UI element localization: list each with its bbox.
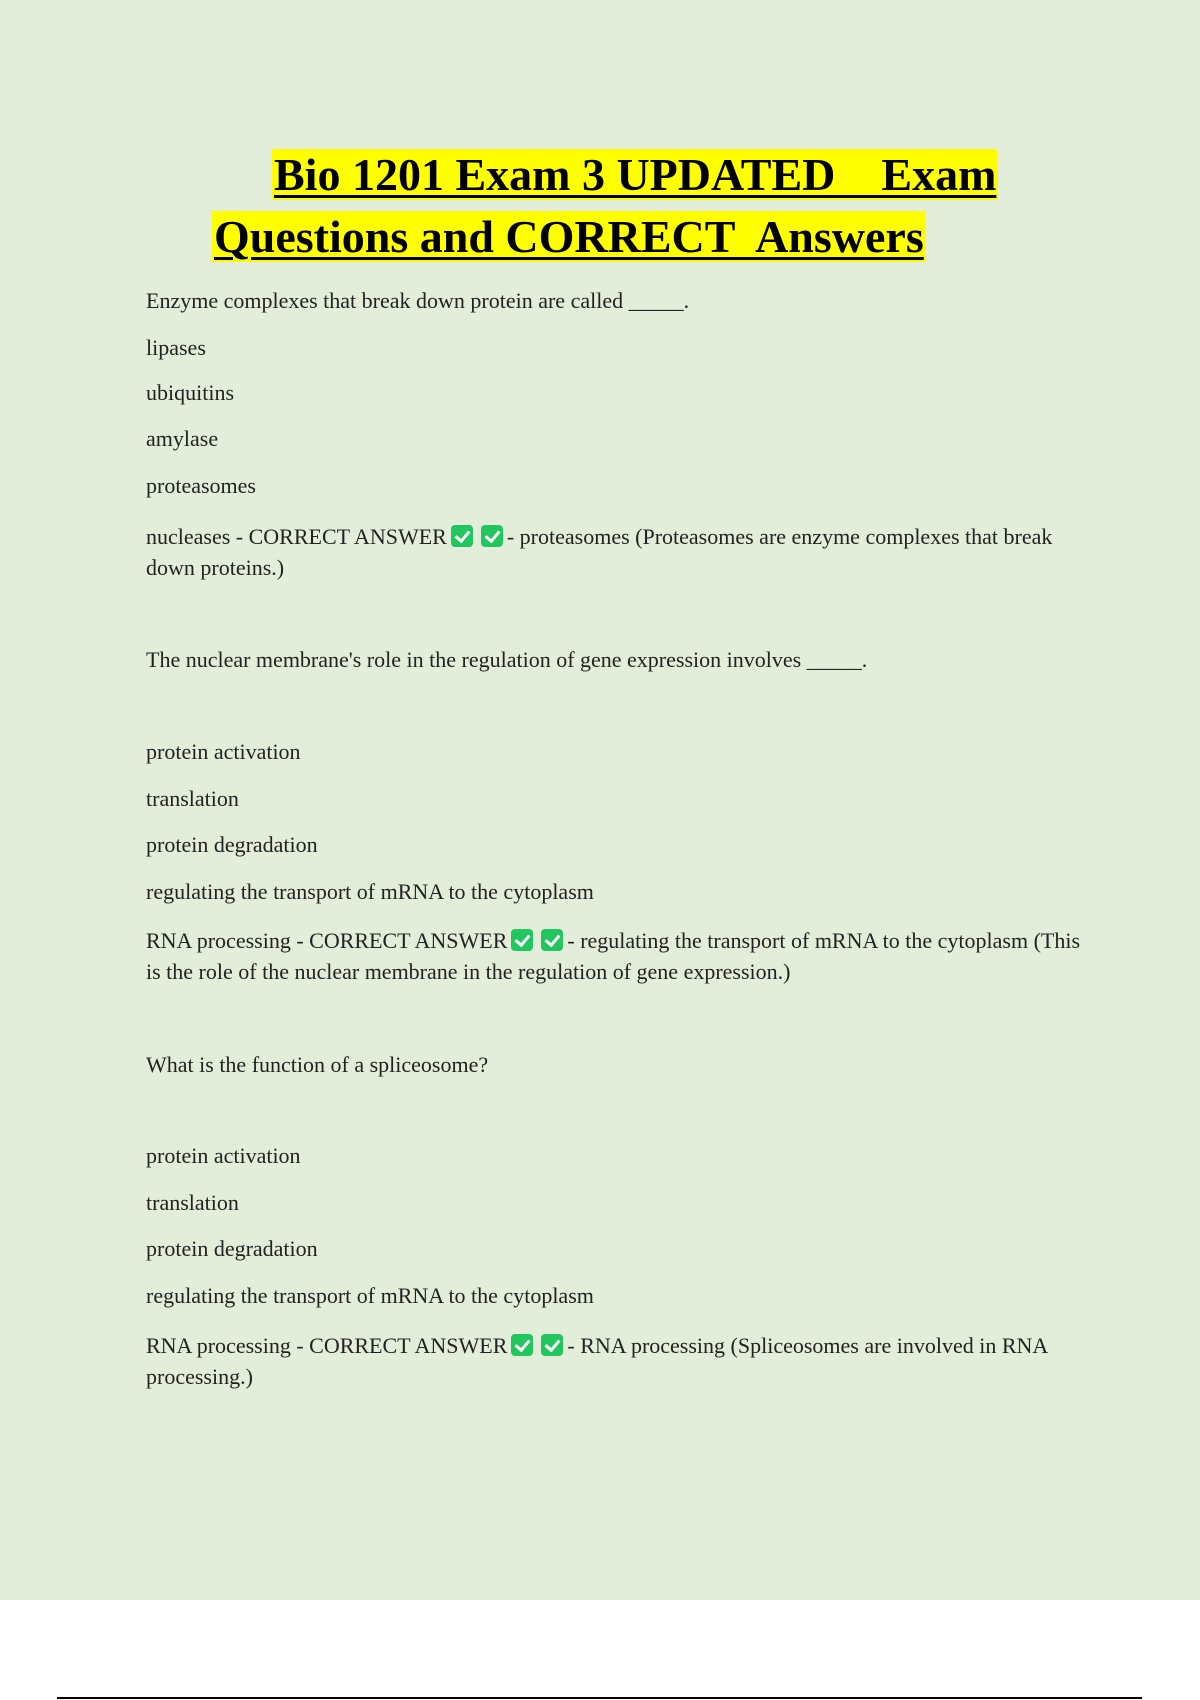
title-line-2: Questions and CORRECT Answers	[214, 211, 924, 262]
question-1-text: Enzyme complexes that break down protein are called _____.	[146, 288, 690, 313]
question-1-option-2: ubiquitins	[146, 380, 235, 405]
question-3-option-2: translation	[146, 1190, 239, 1215]
check-box-icon	[451, 525, 473, 547]
check-box-icon	[511, 1334, 533, 1356]
footer-divider	[57, 1697, 1142, 1699]
check-box-icon	[541, 1334, 563, 1356]
question-3-option-1: protein activation	[146, 1143, 301, 1168]
question-3-option-3: protein degradation	[146, 1236, 318, 1261]
answer-1-text: - proteasomes (Proteasomes are enzyme complexes that break down proteins.)	[146, 524, 1053, 580]
title-line-1: Bio 1201 Exam 3 UPDATED Exam	[274, 149, 997, 200]
answer-1-prefix: nucleases - CORRECT ANSWER	[146, 524, 447, 549]
check-box-icon	[541, 929, 563, 951]
answer-3-prefix: RNA processing - CORRECT ANSWER	[146, 1333, 508, 1358]
question-3-text: What is the function of a spliceosome?	[146, 1052, 489, 1077]
question-1-answer	[146, 521, 1096, 583]
question-2-option-4: regulating the transport of mRNA to the cytoplasm	[146, 879, 594, 904]
question-2-option-1: protein activation	[146, 739, 301, 764]
answer-3-text: - RNA processing (Spliceosomes are involved in RNA processing.)	[146, 1333, 1048, 1389]
question-2-answer	[146, 925, 1096, 987]
question-1-option-3: amylase	[146, 426, 219, 451]
answer-2-prefix: RNA processing - CORRECT ANSWER	[146, 928, 508, 953]
check-box-icon	[511, 929, 533, 951]
check-box-icon	[481, 525, 503, 547]
question-3-answer	[146, 1330, 1096, 1392]
answer-2-text: - regulating the transport of mRNA to the cytoplasm (This is the role of the nuclear membrane in the regulation of gene expression.)	[146, 928, 1081, 984]
question-2-option-2: translation	[146, 786, 239, 811]
question-3-option-4: regulating the transport of mRNA to the cytoplasm	[146, 1283, 594, 1308]
question-2-option-3: protein degradation	[146, 832, 318, 857]
question-1-option-1: lipases	[146, 335, 206, 360]
question-1-option-4: proteasomes	[146, 473, 256, 498]
question-2-text: The nuclear membrane's role in the regulation of gene expression involves _____.	[146, 647, 868, 672]
